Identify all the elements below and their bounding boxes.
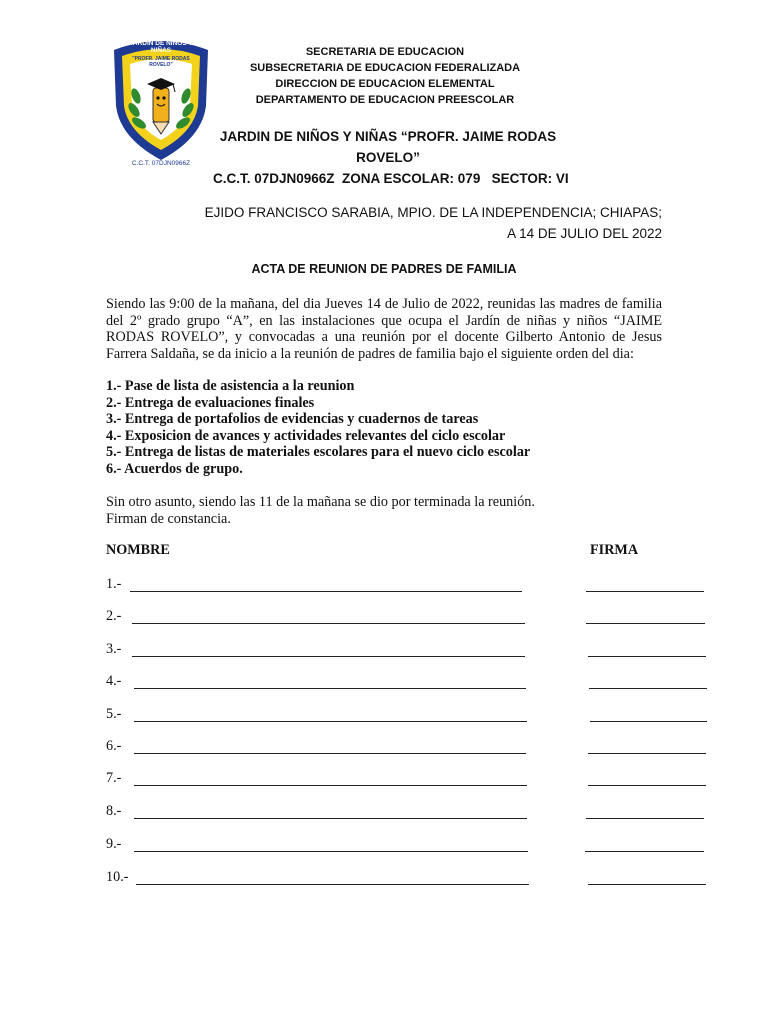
school-code: C.C.T. 07DJN0966Z ZONA ESCOLAR: 079 SECTOR: VI xyxy=(213,171,569,186)
row-number: 7.- xyxy=(106,770,122,786)
signature-line xyxy=(588,884,706,885)
name-line xyxy=(132,656,525,657)
agenda-item: 4.- Exposicion de avances y actividades relevantes del ciclo escolar xyxy=(106,427,506,444)
agenda-list xyxy=(106,378,530,477)
location-date xyxy=(162,202,662,244)
row-number: 3.- xyxy=(106,641,122,657)
row-number: 2.- xyxy=(106,608,122,624)
signature-line xyxy=(589,688,707,689)
agenda-item: 3.- Entrega de portafolios de evidencias y cuadernos de tareas xyxy=(106,411,479,427)
location-place: EJIDO FRANCISCO SARABIA, MPIO. DE LA INDEPENDENCIA; CHIAPAS; xyxy=(204,205,662,220)
institution-header xyxy=(230,44,540,108)
signature-row xyxy=(106,641,706,661)
signature-row xyxy=(106,770,706,790)
signature-row xyxy=(106,608,706,628)
row-number: 8.- xyxy=(106,803,122,819)
name-line xyxy=(134,753,526,754)
header-line-2: SUBSECRETARIA DE EDUCACION FEDERALIZADA xyxy=(249,62,521,74)
name-line xyxy=(134,851,528,852)
signature-line xyxy=(586,591,704,592)
signature-row xyxy=(106,673,706,693)
name-line xyxy=(132,623,525,624)
row-number: 10.- xyxy=(106,869,129,885)
intro-paragraph: Siendo las 9:00 de la mañana, del dia Jueves 14 de Julio de 2022, reunidas las madres de familia del 2º grado grupo “A”, en las instalaciones que ocupa el Jardín de niñas y niños “JAIME RODAS ROVELO”, y convocadas a una reunión por el docente Gilberto Antonio de Jesus Farrera Saldaña, se da inicio a la reunión de padres de familia bajo el siguiente orden del dia: xyxy=(106,296,662,362)
row-number: 1.- xyxy=(106,576,122,592)
header-line-4: DEPARTAMENTO DE EDUCACION PREESCOLAR xyxy=(255,94,515,106)
closing-text xyxy=(106,494,535,527)
signature-line xyxy=(588,753,706,754)
row-number: 5.- xyxy=(106,706,122,722)
name-line xyxy=(130,591,522,592)
name-line xyxy=(134,688,526,689)
signature-row xyxy=(106,738,706,758)
logo-code-text: C.C.T. 07DJN0966Z xyxy=(131,160,191,167)
agenda-item: 5.- Entrega de listas de materiales escolares para el nuevo ciclo escolar xyxy=(106,444,531,460)
school-logo xyxy=(106,36,216,170)
location-date-line: A 14 DE JULIO DEL 2022 xyxy=(507,226,662,241)
signature-column-header: FIRMA xyxy=(590,542,639,558)
header-line-1: SECRETARIA DE EDUCACION xyxy=(305,46,465,58)
signature-row xyxy=(106,706,706,726)
logo-inner-text: "PROFR. JAIME RODAS ROVELO" xyxy=(132,56,190,68)
agenda-item: 2.- Entrega de evaluaciones finales xyxy=(106,394,315,411)
document-title: ACTA DE REUNION DE PADRES DE FAMILIA xyxy=(251,262,517,276)
closing-line-2: Firman de constancia. xyxy=(106,510,231,527)
signature-line xyxy=(585,851,704,852)
name-line xyxy=(136,884,529,885)
signature-row xyxy=(106,576,706,596)
signature-line xyxy=(586,818,704,819)
signature-line xyxy=(588,656,706,657)
agenda-item: 6.- Acuerdos de grupo. xyxy=(106,460,243,477)
row-number: 6.- xyxy=(106,738,122,754)
signature-line xyxy=(586,623,705,624)
signature-line xyxy=(588,785,706,786)
logo-ring-text: JARDIN DE NIÑOS Y NIÑAS xyxy=(129,40,193,54)
signature-line xyxy=(590,721,707,722)
school-info xyxy=(213,126,569,189)
agenda-item: 1.- Pase de lista de asistencia a la reunion xyxy=(106,378,355,394)
name-line xyxy=(134,818,527,819)
header-line-3: DIRECCION DE EDUCACION ELEMENTAL xyxy=(275,78,495,90)
signature-row xyxy=(106,869,706,889)
row-number: 9.- xyxy=(106,836,122,852)
signature-row xyxy=(106,836,706,856)
row-number: 4.- xyxy=(106,673,122,689)
school-name: JARDIN DE NIÑOS Y NIÑAS “PROFR. JAIME RODAS ROVELO” xyxy=(219,129,557,165)
closing-line-1: Sin otro asunto, siendo las 11 de la mañana se dio por terminada la reunión. xyxy=(106,494,535,510)
name-line xyxy=(134,785,527,786)
signature-row xyxy=(106,803,706,823)
name-column-header: NOMBRE xyxy=(106,542,170,558)
name-line xyxy=(134,721,527,722)
